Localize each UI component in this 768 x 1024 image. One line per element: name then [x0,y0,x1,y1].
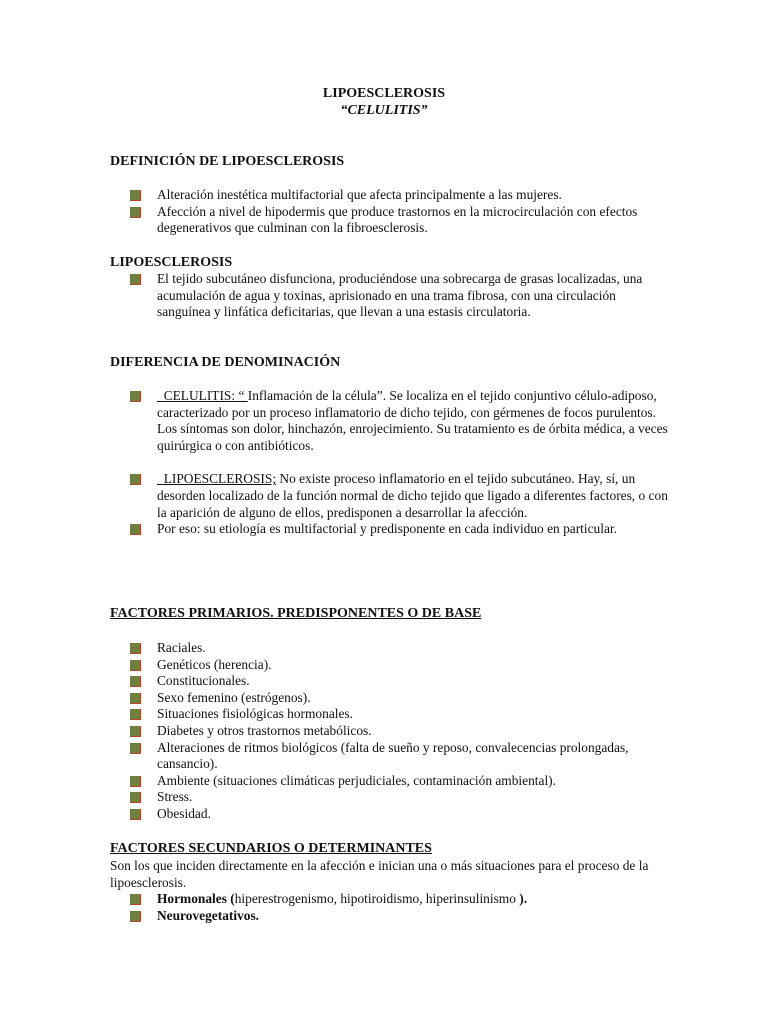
square-bullet-icon [130,894,141,905]
list-item-text: Genéticos (herencia). [157,656,272,672]
square-bullet-icon [130,709,141,720]
list-item-text: Obesidad. [157,805,211,821]
list-item [130,640,670,657]
list-item [130,908,670,925]
list-item-text: Diabetes y otros trastornos metabólicos. [157,722,372,738]
square-bullet-icon [130,776,141,787]
section-heading-factores-primarios: FACTORES PRIMARIOS. PREDISPONENTES O DE BASE [110,606,482,621]
list-item-text: Raciales. [157,640,206,655]
list-item-text: Constitucionales. [157,673,250,689]
list-item-text: hiperestrogenismo, hipotiroidismo, hiperinsulinismo [234,891,520,906]
list-item [130,204,670,237]
list-item-text: Alteraciones de ritmos biológicos (falta de sueño y reposo, convalecencias prolongadas, cansancio). [157,739,629,772]
square-bullet-icon [130,911,141,922]
square-bullet-icon [130,743,141,754]
section-heading-lipoesclerosis: LIPOESCLEROSIS [110,255,233,270]
list-item-text: Alteración inestética multifactorial que afecta principalmente a las mujeres. [157,187,562,202]
list-item [130,690,670,707]
list-item [130,706,670,723]
factores-secundarios-list [130,891,670,924]
diferencia-list [130,388,670,538]
factores-secundarios-intro: Son los que inciden directamente en la afección e inician una o más situaciones para el proceso de la lipoesclerosis. [110,858,649,890]
list-item [130,187,670,204]
list-item [130,388,670,454]
section-heading-factores-secundarios: FACTORES SECUNDARIOS O DETERMINANTES [110,841,432,856]
factores-primarios-list [130,640,670,823]
square-bullet-icon [130,792,141,803]
square-bullet-icon [130,660,141,671]
list-item-text: No existe proceso inflamatorio en el tejido subcutáneo. Hay, sí, un desorden localizado de la función normal de dicho tejido que ligado a diferentes factores, o con la aparición de alguno de ellos, predisponen a desarrollar la afección. [157,471,668,520]
neurovegetativos-label: Neurovegetativos. [157,907,260,923]
square-bullet-icon [130,207,141,218]
list-item [130,789,670,806]
list-item [130,806,670,823]
section-heading-diferencia: DIFERENCIA DE DENOMINACIÓN [110,355,341,370]
square-bullet-icon [130,391,141,402]
square-bullet-icon [130,190,141,201]
square-bullet-icon [130,676,141,687]
square-bullet-icon [130,726,141,737]
hormonales-label: Hormonales ( [157,891,235,906]
list-item-text: Situaciones fisiológicas hormonales. [157,706,353,722]
definicion-list [130,187,670,237]
list-item-text: Inflamación de la célula”. Se localiza en el tejido conjuntivo célulo-adiposo, caracterizado por un proceso inflamatorio de dicho tejido, con gérmenes de focos purulentos. Los síntomas son dolor, hinchazón, enrojecimiento. Su tratamiento es de órbita médica, a veces quirúrgica o con antibióticos. [157,388,668,453]
celulitis-lead: CELULITIS: “ [157,388,248,403]
document-subtitle: “CELULITIS” [340,103,428,118]
list-item-text: Afección a nivel de hipodermis que produce trastornos en la microcirculación con efectos degenerativos que culminan con la fibroesclerosis. [157,203,638,236]
list-item [130,891,670,908]
square-bullet-icon [130,643,141,654]
square-bullet-icon [130,474,141,485]
list-item [130,521,670,538]
list-item [130,673,670,690]
square-bullet-icon [130,274,141,285]
lipoesclerosis-lead: LIPOESCLEROSIS; [157,471,277,487]
square-bullet-icon [130,524,141,535]
list-item-text: El tejido subcutáneo disfunciona, produciéndose una sobrecarga de grasas localizadas, una acumulación de agua y toxinas, aprisionado en una trama fibrosa, con una circulación sanguínea y linfática deficitarias, que llevan a una estasis circulatoria. [157,271,643,320]
list-item [130,773,670,790]
list-item [130,271,670,321]
list-item-text: Stress. [157,789,193,805]
list-item [130,723,670,740]
list-item [130,471,670,521]
square-bullet-icon [130,693,141,704]
spacer [130,454,670,471]
list-item-text: Sexo femenino (estrógenos). [157,689,311,705]
list-item-text: Ambiente (situaciones climáticas perjudiciales, contaminación ambiental). [157,772,556,788]
hormonales-close: ). [519,891,528,906]
lipoesclerosis-list [130,271,670,321]
list-item-text: Por eso: su etiología es multifactorial y predisponente en cada individuo en particular. [157,521,617,537]
square-bullet-icon [130,809,141,820]
list-item [130,657,670,674]
section-heading-definicion: DEFINICIÓN DE LIPOESCLEROSIS [110,154,345,169]
document-title: LIPOESCLEROSIS [322,86,446,101]
list-item [130,740,670,773]
